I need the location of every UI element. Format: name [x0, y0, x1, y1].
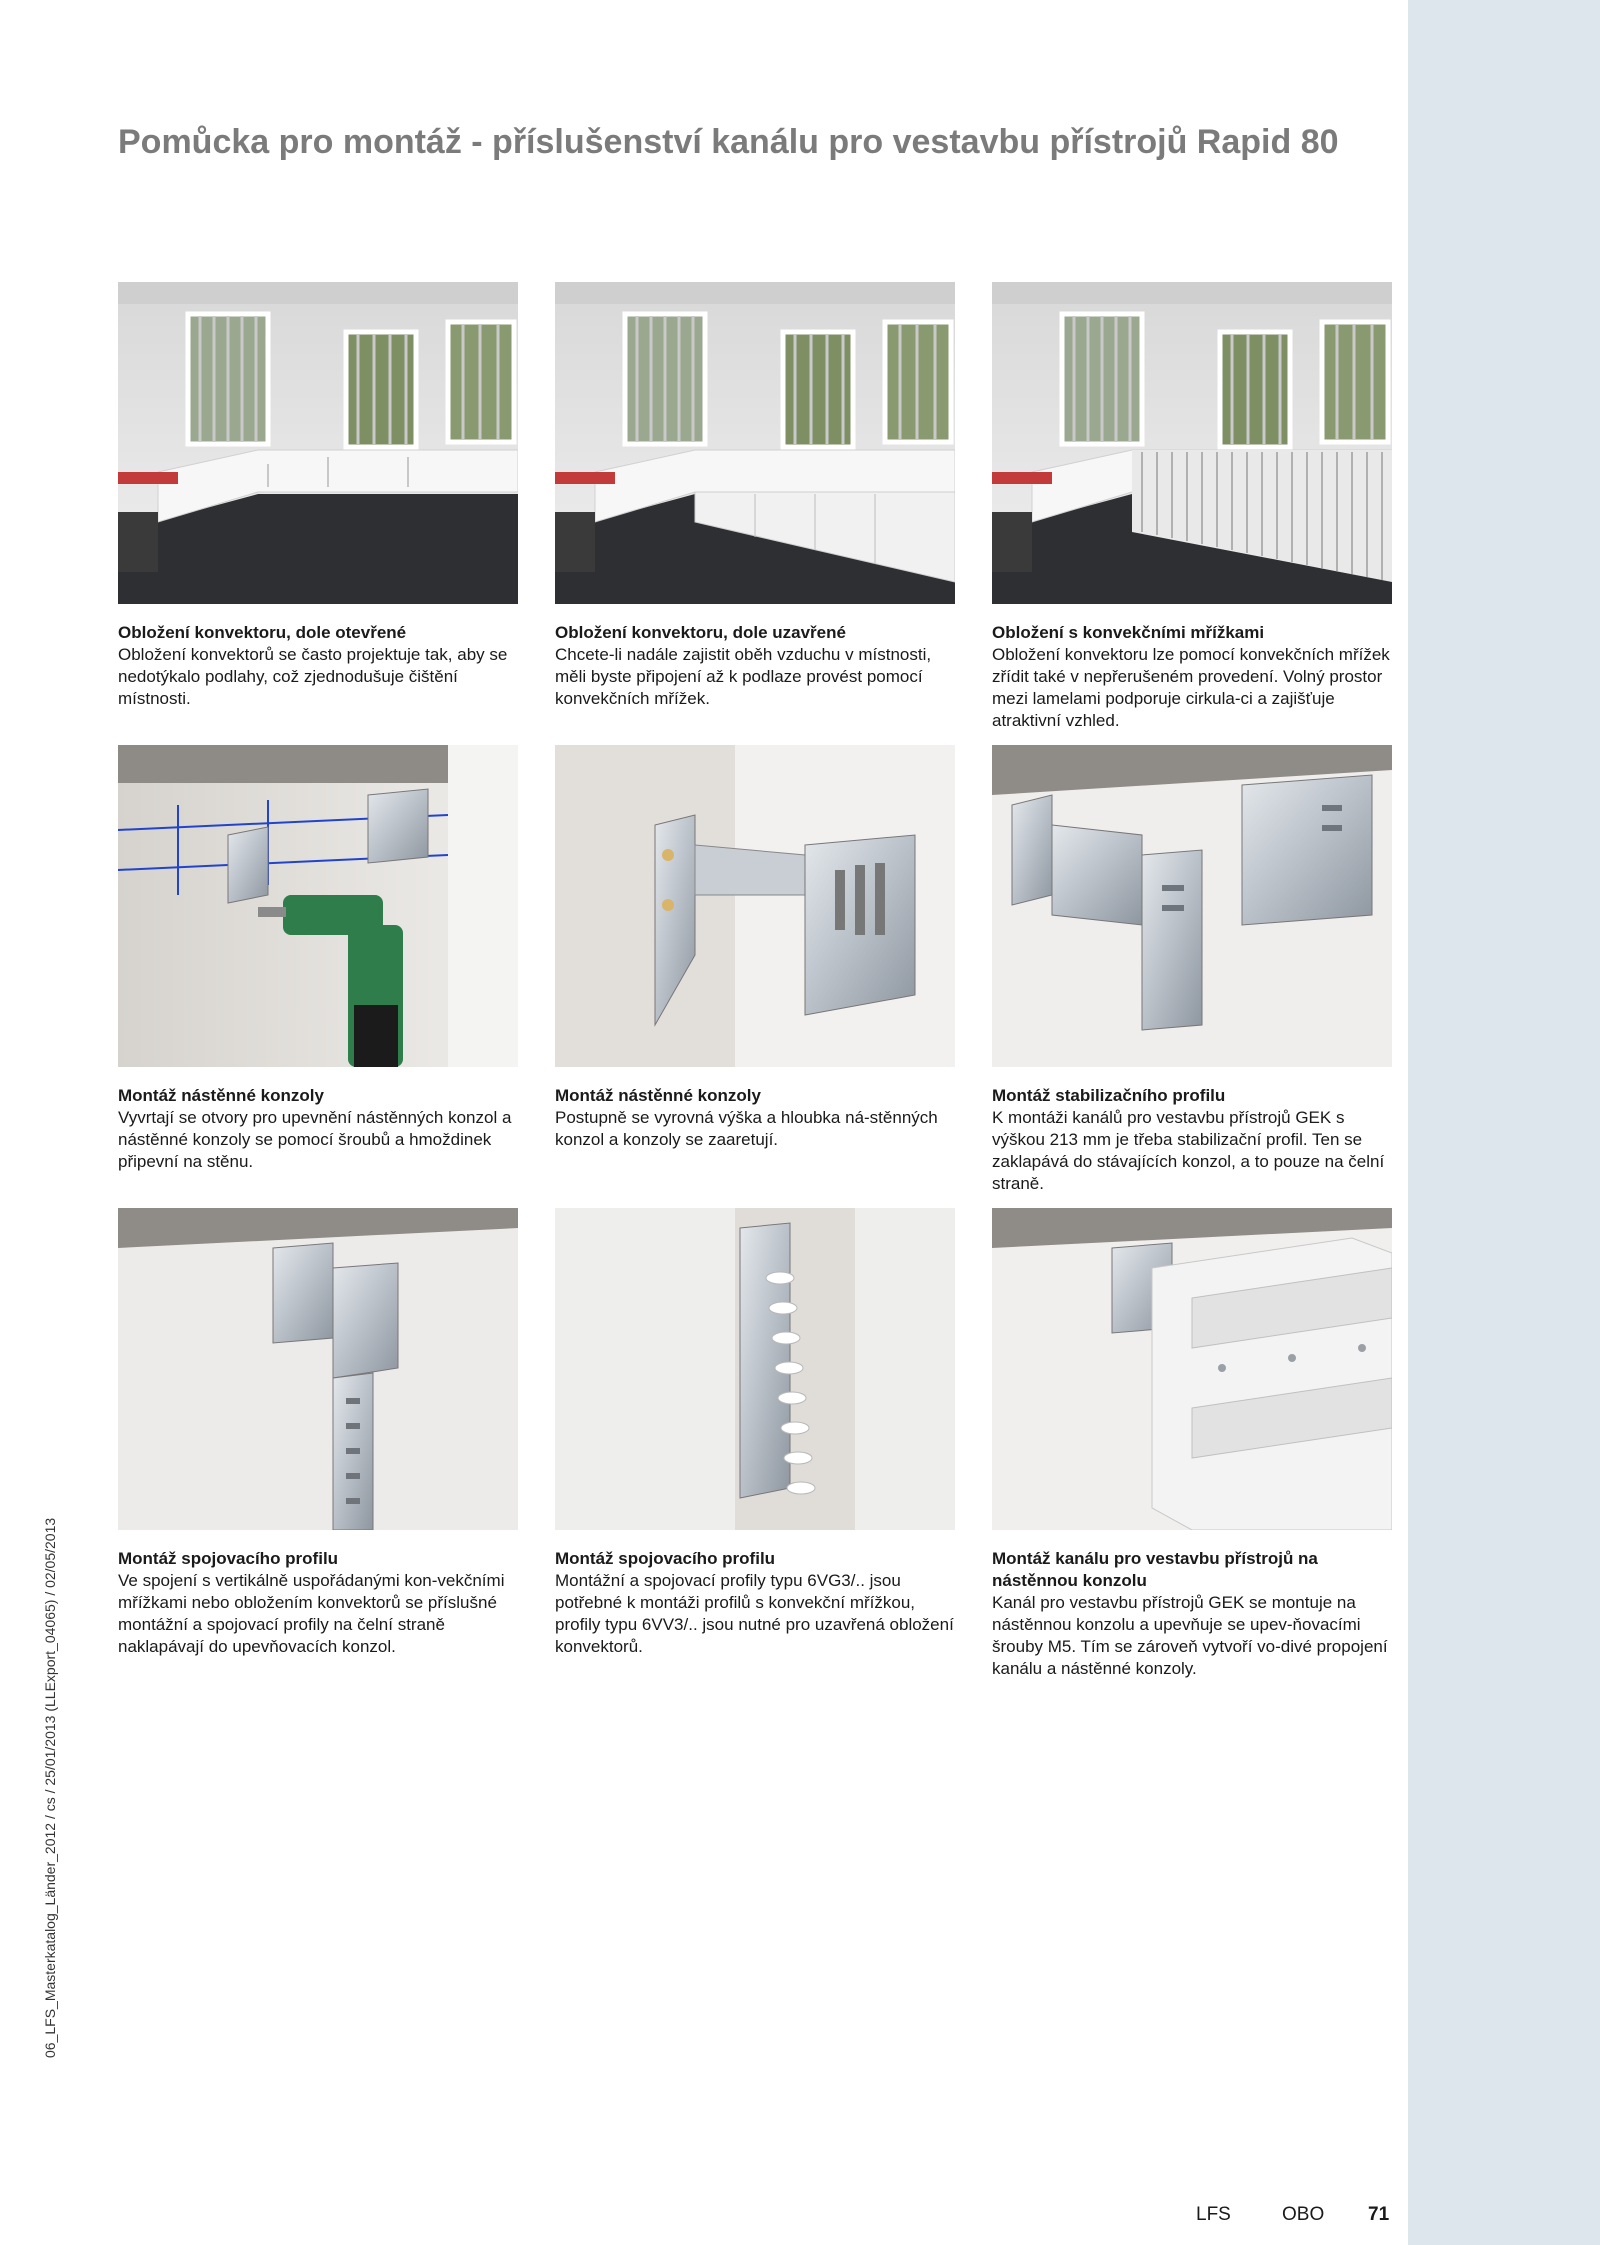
caption-body: Ve spojení s vertikálně uspořádanými kon-vekčními mřížkami nebo obložením konvektorů se příslušné montážní a spojovací profily na čelní straně naklapávají do upevňovacích konzol.	[118, 1571, 505, 1656]
catalog-side-note: 06_LFS_Masterkatalog_Länder_2012 / cs / 25/01/2013 (LLExport_04065) / 02/05/2013	[42, 1517, 58, 2058]
card-channel-mounting	[992, 1208, 1392, 1680]
footer-company: OBO	[1282, 2204, 1325, 2225]
caption-title: Obložení konvektoru, dole uzavřené	[555, 623, 846, 642]
caption-body: Chcete-li nadále zajistit oběh vzduchu v místnosti, měli byste připojení až k podlaze provést pomocí konvekčních mřížek.	[555, 645, 932, 708]
caption-body: Obložení konvektorů se často projektuje tak, aby se nedotýkalo podlahy, což zjednodušuje čištění místnosti.	[118, 645, 508, 708]
stabilizing-profile-photo	[992, 745, 1392, 1067]
page-title: Pomůcka pro montáž - příslušenství kanálu pro vestavbu přístrojů Rapid 80	[118, 123, 1339, 161]
card-connecting-profile-1	[118, 1208, 518, 1658]
connecting-profile-photo	[555, 1208, 955, 1530]
caption-body: K montáži kanálů pro vestavbu přístrojů GEK s výškou 213 mm je třeba stabilizační profil. Ten se zaklapává do stávajících konzol, a to pouze na čelní straně.	[992, 1108, 1385, 1193]
card-wall-bracket-adjust	[555, 745, 955, 1151]
card-wall-bracket-drill	[118, 745, 518, 1173]
caption-title: Obložení konvektoru, dole otevřené	[118, 623, 407, 642]
card-connecting-profile-2	[555, 1208, 955, 1658]
caption-body: Obložení konvektoru lze pomocí konvekčních mřížek zřídit také v nepřerušeném provedení. Volný prostor mezi lamelami podporuje cirkula-ci a zajišťuje atraktivní vzhled.	[992, 645, 1390, 730]
caption-title: Montáž spojovacího profilu	[555, 1549, 776, 1568]
channel-mounting-photo	[992, 1208, 1392, 1530]
bracket-drilling-photo	[118, 745, 518, 1067]
room-photo	[118, 282, 518, 604]
caption-body: Kanál pro vestavbu přístrojů GEK se montuje na nástěnnou konzolu a upevňuje se upev-ňovacími šrouby M5. Tím se zároveň vytvoří vo-divé propojení kanálu a nástěnné konzoly.	[992, 1593, 1388, 1678]
page-number: 71	[1368, 2204, 1390, 2225]
caption-title: Montáž kanálu pro vestavbu přístrojů na nástěnnou konzolu	[992, 1549, 1318, 1590]
connecting-profile-photo	[118, 1208, 518, 1530]
caption-body: Vyvrtají se otvory pro upevnění nástěnných konzol a nástěnné konzoly se pomocí šroubů a hmoždinek připevní na stěnu.	[118, 1108, 512, 1171]
caption-title: Montáž nástěnné konzoly	[118, 1086, 324, 1105]
caption-title: Obložení s konvekčními mřížkami	[992, 623, 1265, 642]
footer-brand: LFS	[1196, 2204, 1231, 2225]
room-photo	[992, 282, 1392, 604]
caption-title: Montáž spojovacího profilu	[118, 1549, 339, 1568]
room-photo	[555, 282, 955, 604]
card-stabilizing-profile	[992, 745, 1392, 1195]
card-convector-closed	[555, 282, 955, 710]
caption-body: Montážní a spojovací profily typu 6VG3/.. jsou potřebné k montáži profilů s konvekční mřížkou, profily typu 6VV3/.. jsou nutné pro uzavřená obložení konvektorů.	[555, 1571, 954, 1656]
side-color-strip	[1408, 0, 1600, 2245]
caption-title: Montáž nástěnné konzoly	[555, 1086, 761, 1105]
card-convector-open	[118, 282, 518, 710]
caption-body: Postupně se vyrovná výška a hloubka ná-stěnných konzol a konzoly se zaaretují.	[555, 1108, 938, 1149]
bracket-closeup-photo	[555, 745, 955, 1067]
card-convector-grilles	[992, 282, 1392, 732]
caption-title: Montáž stabilizačního profilu	[992, 1086, 1226, 1105]
